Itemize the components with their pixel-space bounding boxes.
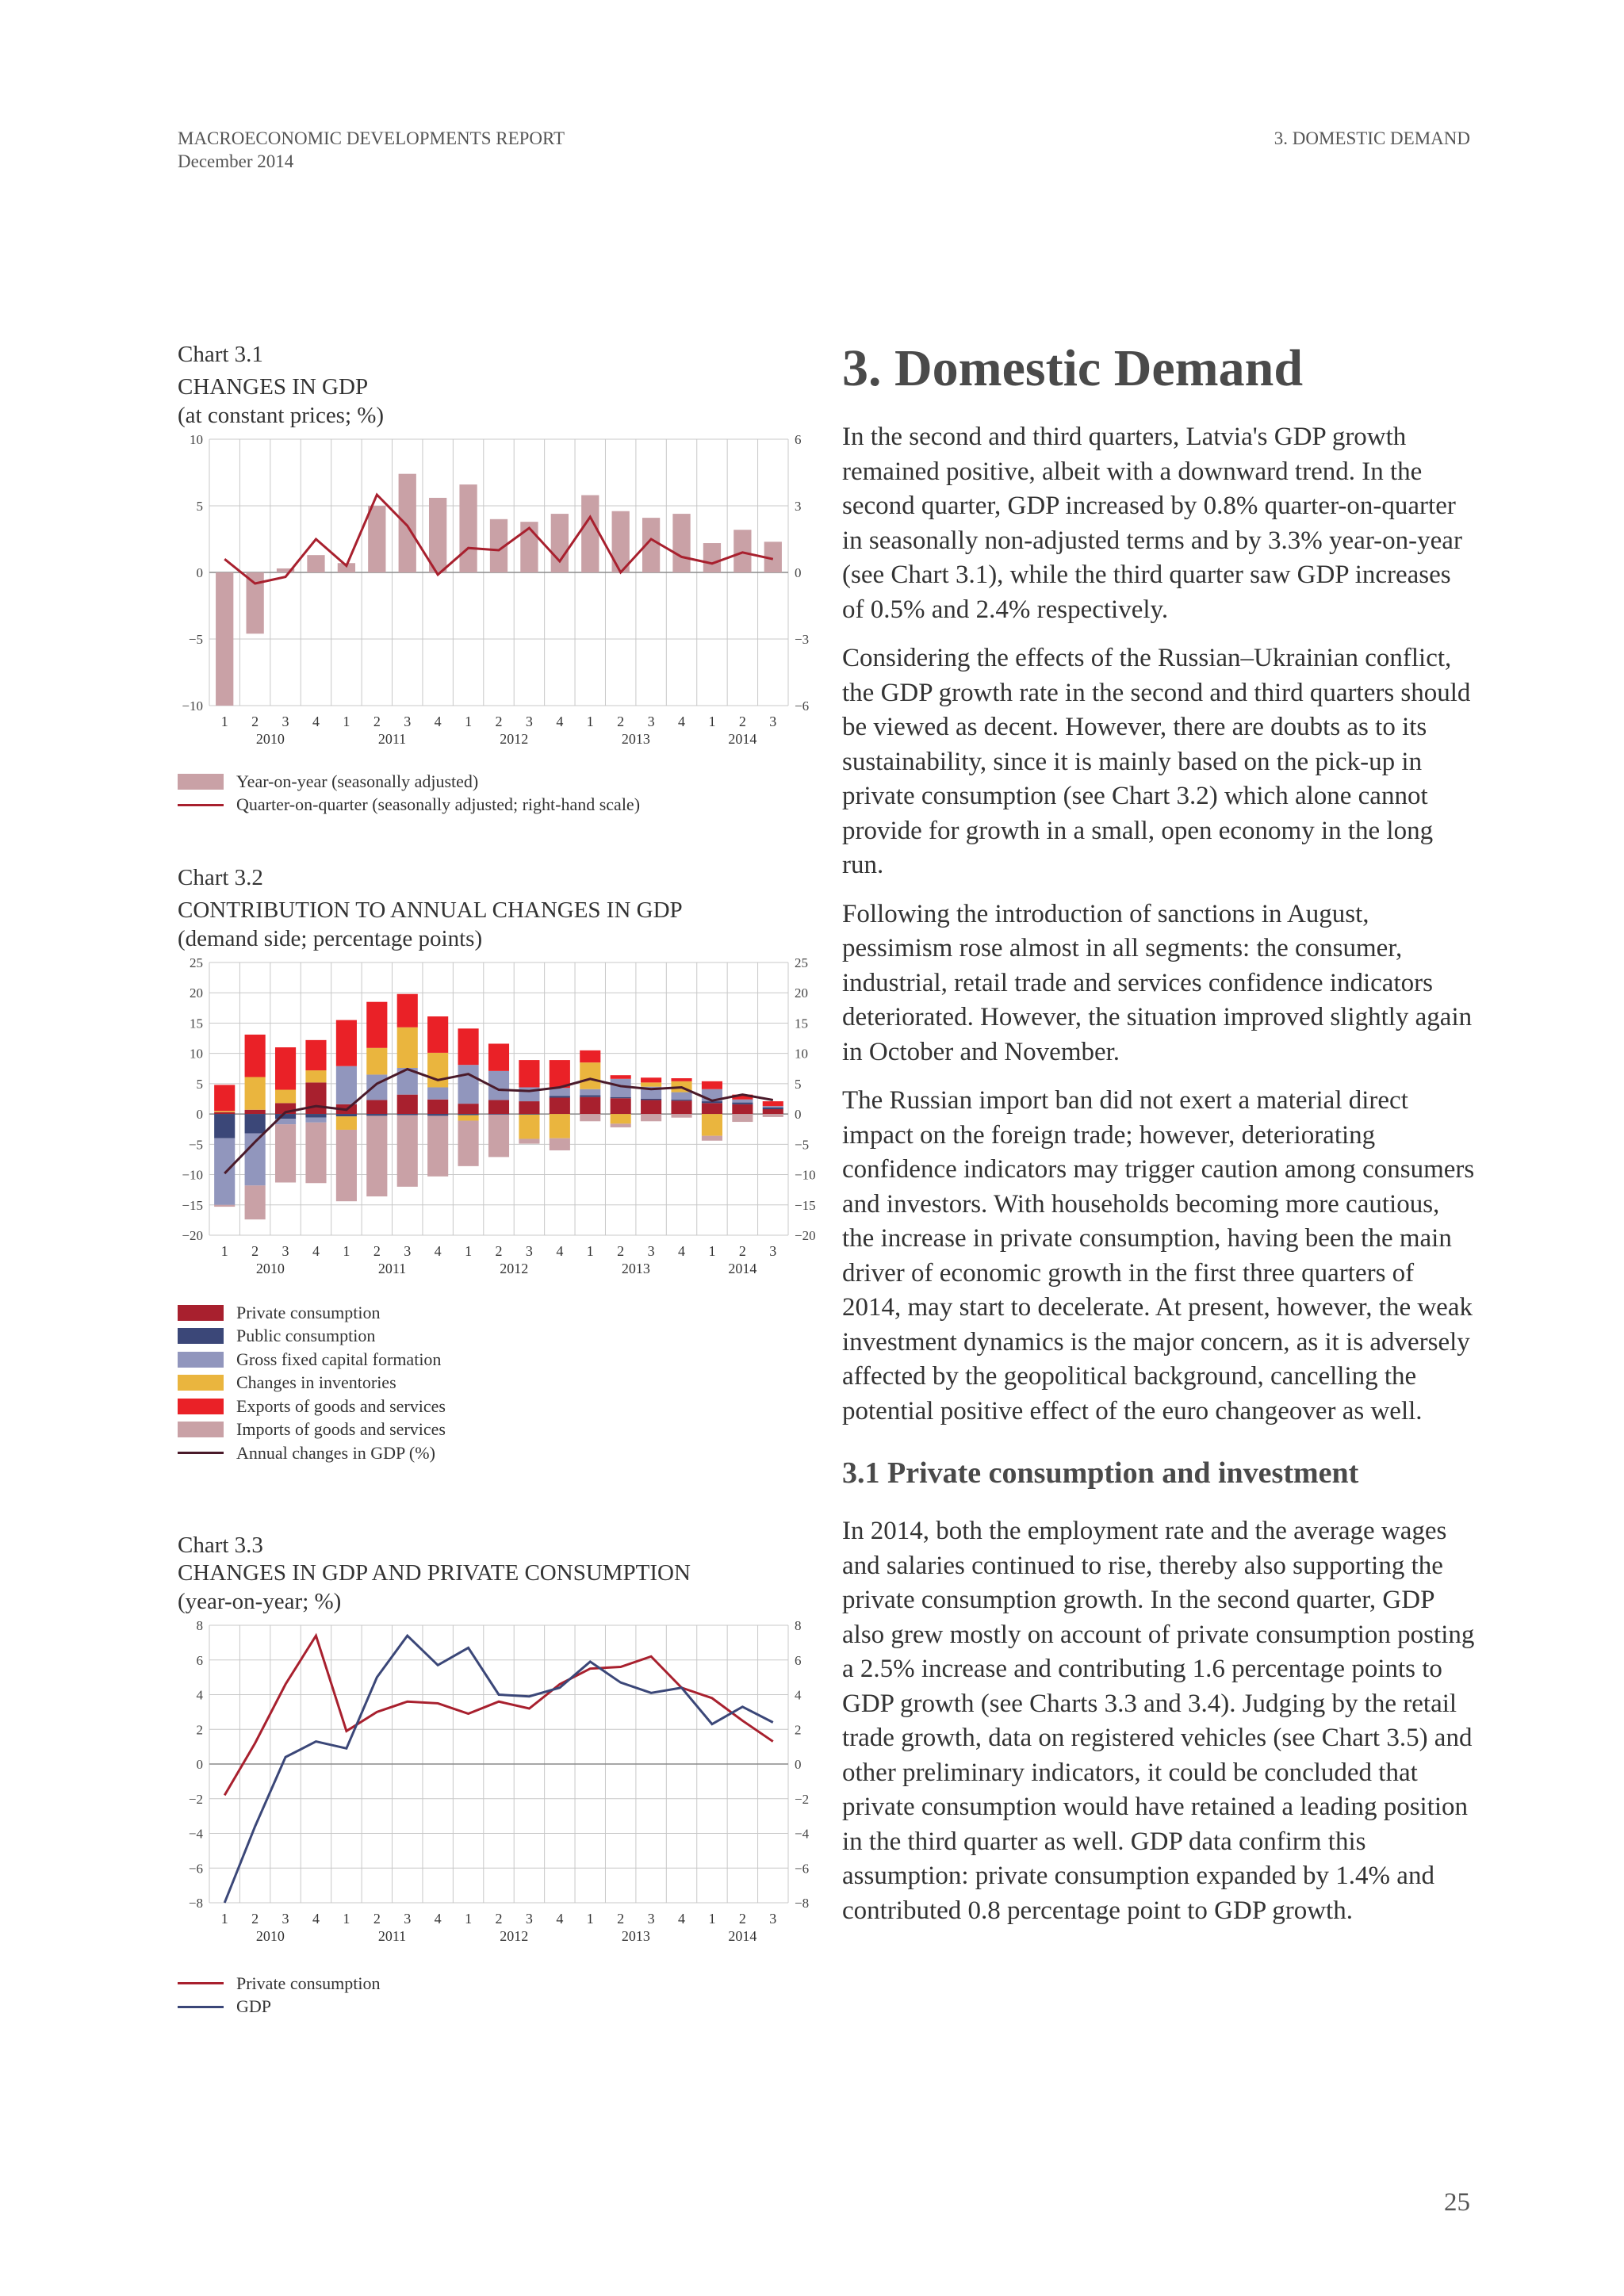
y-tick-label-right: 5 bbox=[795, 1076, 802, 1092]
y-tick-label: −8 bbox=[188, 1896, 203, 1911]
paragraph: Considering the effects of the Russian–Ukrainian conflict, the GDP growth rate in the second and third quarters should be viewed as decent. However, there are doubts as to its sustainability, since it is mainly based on the pick-up in private consumption (see Chart 3.2) which alone cannot provide for growth in a small, open economy in the long run. bbox=[842, 644, 1471, 879]
bar-inventories bbox=[458, 1115, 479, 1121]
x-tick-label: 4 bbox=[678, 1243, 686, 1259]
legend-label: Imports of goods and services bbox=[236, 1419, 446, 1440]
bar-private-consumption bbox=[763, 1109, 783, 1114]
y-tick-label: −20 bbox=[182, 1228, 203, 1243]
bar-inventories bbox=[336, 1116, 357, 1130]
y-tick-label: −5 bbox=[188, 1137, 203, 1153]
bar-exports bbox=[245, 1035, 266, 1077]
bar-inventories bbox=[366, 1048, 387, 1075]
bar-private-consumption bbox=[519, 1101, 539, 1114]
bar-public-consumption bbox=[336, 1114, 357, 1116]
x-tick-label: 2 bbox=[495, 1911, 503, 1927]
x-tick-label: 4 bbox=[556, 1911, 564, 1927]
bar-imports bbox=[214, 1205, 235, 1207]
bar-yoy bbox=[429, 498, 446, 572]
x-tick-label: 2 bbox=[738, 714, 746, 729]
paragraph: The Russian import ban did not exert a material direct impact on the foreign trade; however, deteriorating confidence indicators may trigger caution among consumers and investors. With households becoming more cautious, the increase in private consumption, having been the main driver of economic growth in the first three quarters of 2014, may start to decelerate. At present, however, the weak investment dynamics is the major concern, as it is adversely affected by the geopolitical background, cancelling the potential positive effect of the euro changeover as well. bbox=[842, 1086, 1475, 1425]
bar-imports bbox=[611, 1123, 631, 1127]
bar-public-consumption bbox=[763, 1108, 783, 1109]
y-tick-label-right: −10 bbox=[795, 1167, 816, 1183]
bar-imports bbox=[488, 1115, 509, 1158]
chart-number: Chart 3.3 bbox=[178, 1533, 263, 1558]
y-tick-label: −5 bbox=[188, 632, 203, 647]
paragraph: In 2014, both the employment rate and the average wages and salaries continued to rise, thereby also supporting the private consumption growth. In the second quarter, GDP also grew mostly on account of private consumption posting a 2.5% increase and contributing 1.6 percentage points to GDP growth (see Charts 3.3 and 3.4). Judging by the retail trade growth, data on registered vehicles (see Chart 3.5) and other preliminary indicators, it could be concluded that private consumption would have retained a leading position in the third quarter as well. GDP data confirm this assumption: private consumption expanded by 1.4% and contributed 0.8 percentage point to GDP growth. bbox=[842, 1517, 1475, 1925]
x-year-label: 2013 bbox=[621, 1261, 650, 1276]
y-tick-label-right: −5 bbox=[795, 1137, 810, 1153]
bar-imports bbox=[763, 1114, 783, 1117]
y-tick-label: −10 bbox=[182, 1167, 203, 1183]
legend-item-yoy bbox=[178, 770, 836, 794]
y-tick-label: 5 bbox=[196, 1076, 203, 1092]
x-tick-label: 4 bbox=[434, 1911, 442, 1927]
x-tick-label: 3 bbox=[282, 1911, 289, 1927]
y-tick-label-right: −3 bbox=[795, 632, 810, 647]
legend-label: Year-on-year (seasonally adjusted) bbox=[236, 771, 479, 791]
y-tick-label: −10 bbox=[182, 698, 203, 714]
bar-imports bbox=[550, 1138, 570, 1150]
legend-item-qoq bbox=[178, 794, 836, 817]
bar-private-consumption bbox=[366, 1100, 387, 1115]
paragraph: In the second and third quarters, Latvia's GDP growth remained positive, albeit with a downward trend. In the second quarter, GDP increased by 0.8% quarter-on-quarter in seasonally non-adjusted terms and by 3.3% year-on-year (see Chart 3.1), while the third quarter saw GDP increases of 0.5% and 2.4% respectively. bbox=[842, 423, 1462, 624]
y-tick-label-right: −2 bbox=[795, 1791, 810, 1807]
x-year-label: 2010 bbox=[255, 1261, 285, 1276]
bar-yoy bbox=[672, 514, 690, 572]
x-year-label: 2011 bbox=[377, 1261, 407, 1276]
x-tick-label: 1 bbox=[343, 1243, 350, 1259]
bar-public-consumption bbox=[488, 1114, 509, 1115]
x-tick-label: 2 bbox=[373, 1911, 381, 1927]
bar-imports bbox=[336, 1130, 357, 1201]
x-tick-label: 2 bbox=[251, 1243, 259, 1259]
x-tick-label: 3 bbox=[647, 1243, 655, 1259]
x-tick-label: 3 bbox=[404, 714, 412, 729]
report-date: December 2014 bbox=[178, 151, 294, 171]
legend-label: Gross fixed capital formation bbox=[236, 1349, 442, 1369]
x-tick-label: 3 bbox=[525, 714, 533, 729]
bar-public-consumption bbox=[519, 1114, 539, 1115]
legend-swatch bbox=[178, 1399, 224, 1414]
bar-public-consumption bbox=[397, 1114, 418, 1115]
bar-yoy bbox=[733, 530, 751, 572]
x-year-label: 2011 bbox=[377, 1928, 407, 1944]
x-tick-label: 4 bbox=[312, 1911, 320, 1927]
x-tick-label: 1 bbox=[465, 714, 473, 729]
x-tick-label: 1 bbox=[708, 1911, 716, 1927]
y-tick-label-right: −6 bbox=[795, 1861, 810, 1877]
bar-imports bbox=[458, 1121, 479, 1166]
y-tick-label: −6 bbox=[188, 1861, 203, 1877]
bar-exports bbox=[611, 1075, 631, 1079]
chart-3-1 bbox=[178, 341, 836, 817]
chart-title: CHANGES IN GDP AND PRIVATE CONSUMPTION bbox=[178, 1560, 691, 1586]
x-tick-label: 1 bbox=[220, 714, 228, 729]
bar-private-consumption bbox=[580, 1097, 600, 1114]
legend-item-private bbox=[178, 1301, 836, 1325]
chart-legend bbox=[178, 770, 836, 817]
y-tick-label-right: 15 bbox=[795, 1016, 808, 1031]
x-tick-label: 2 bbox=[617, 714, 625, 729]
x-tick-label: 3 bbox=[404, 1911, 412, 1927]
y-tick-label-right: −4 bbox=[795, 1826, 810, 1842]
chart-legend bbox=[178, 1972, 836, 2019]
legend-item-gdp bbox=[178, 1996, 836, 2019]
bar-exports bbox=[641, 1077, 661, 1082]
legend-swatch bbox=[178, 1328, 224, 1344]
x-tick-label: 3 bbox=[282, 1243, 289, 1259]
page-number: 25 bbox=[1444, 2188, 1470, 2217]
x-year-label: 2012 bbox=[500, 1928, 529, 1944]
bar-yoy bbox=[703, 543, 721, 572]
y-tick-label-right: −20 bbox=[795, 1228, 816, 1243]
bar-exports bbox=[763, 1101, 783, 1106]
bar-imports bbox=[397, 1115, 418, 1187]
bar-exports bbox=[427, 1016, 448, 1053]
x-year-label: 2013 bbox=[621, 731, 650, 747]
report-title: MACROECONOMIC DEVELOPMENTS REPORT bbox=[178, 128, 565, 148]
legend-label: GDP bbox=[236, 1996, 272, 2017]
x-tick-label: 3 bbox=[769, 714, 777, 729]
chart-subtitle: (demand side; percentage points) bbox=[178, 926, 483, 951]
y-tick-label: 15 bbox=[190, 1016, 203, 1031]
bar-exports bbox=[397, 994, 418, 1027]
x-tick-label: 4 bbox=[434, 1243, 442, 1259]
legend-item-inventories bbox=[178, 1372, 836, 1395]
x-tick-label: 2 bbox=[495, 1243, 503, 1259]
bar-inventories bbox=[397, 1027, 418, 1068]
x-tick-label: 1 bbox=[343, 1911, 350, 1927]
bar-yoy bbox=[459, 484, 477, 572]
x-tick-label: 3 bbox=[525, 1243, 533, 1259]
bar-exports bbox=[488, 1043, 509, 1070]
chart-subtitle: (at constant prices; %) bbox=[178, 403, 385, 428]
x-tick-label: 4 bbox=[434, 714, 442, 729]
x-tick-label: 4 bbox=[312, 714, 320, 729]
bar-public-consumption bbox=[214, 1114, 235, 1138]
bar-exports bbox=[702, 1081, 722, 1089]
y-tick-label: 25 bbox=[190, 955, 203, 970]
bar-imports bbox=[732, 1114, 753, 1122]
bar-public-consumption bbox=[580, 1095, 600, 1096]
x-tick-label: 1 bbox=[220, 1911, 228, 1927]
x-tick-label: 3 bbox=[769, 1243, 777, 1259]
bar-yoy bbox=[551, 514, 569, 572]
legend-item-annual bbox=[178, 1441, 836, 1465]
y-tick-label: 20 bbox=[190, 985, 203, 1001]
bar-gfcf bbox=[336, 1066, 357, 1104]
y-tick-label: 6 bbox=[196, 1652, 203, 1668]
x-tick-label: 3 bbox=[647, 1911, 655, 1927]
y-tick-label-right: 0 bbox=[795, 1757, 802, 1772]
chart-3-3-plot bbox=[178, 1616, 836, 1965]
x-year-label: 2014 bbox=[728, 731, 757, 747]
y-tick-label-right: 20 bbox=[795, 985, 808, 1001]
x-tick-label: 2 bbox=[373, 714, 381, 729]
bar-yoy bbox=[399, 474, 416, 572]
x-tick-label: 3 bbox=[647, 714, 655, 729]
x-tick-label: 1 bbox=[586, 714, 594, 729]
bar-exports bbox=[671, 1078, 691, 1081]
bar-private-consumption bbox=[397, 1095, 418, 1114]
bar-public-consumption bbox=[366, 1114, 387, 1115]
y-tick-label-right: 10 bbox=[795, 1046, 808, 1062]
x-tick-label: 2 bbox=[373, 1243, 381, 1259]
bar-yoy bbox=[307, 555, 324, 572]
legend-label: Private consumption bbox=[236, 1973, 381, 1993]
page-title: 3. Domestic Demand bbox=[842, 339, 1304, 397]
main-text-column bbox=[842, 341, 1477, 1942]
x-year-label: 2012 bbox=[500, 1261, 529, 1276]
bar-imports bbox=[427, 1115, 448, 1176]
x-tick-label: 4 bbox=[556, 714, 564, 729]
chart-title: CONTRIBUTION TO ANNUAL CHANGES IN GDP bbox=[178, 897, 683, 923]
y-tick-label-right: 25 bbox=[795, 955, 808, 970]
bar-gfcf bbox=[214, 1138, 235, 1205]
legend-line bbox=[178, 1982, 224, 1984]
x-tick-label: 2 bbox=[617, 1911, 625, 1927]
bar-yoy bbox=[581, 496, 599, 572]
bar-gfcf bbox=[671, 1093, 691, 1100]
bar-private-consumption bbox=[214, 1112, 235, 1114]
legend-item-imports bbox=[178, 1418, 836, 1442]
chart-number: Chart 3.1 bbox=[178, 342, 263, 367]
legend-swatch bbox=[178, 1352, 224, 1368]
chart-3-2 bbox=[178, 864, 836, 1465]
x-year-label: 2010 bbox=[255, 1928, 285, 1944]
y-tick-label-right: 3 bbox=[795, 499, 802, 514]
y-tick-label-right: 8 bbox=[795, 1618, 802, 1633]
bar-private-consumption bbox=[305, 1082, 326, 1114]
y-tick-label-right: 4 bbox=[795, 1687, 802, 1703]
legend-line bbox=[178, 1452, 224, 1454]
bar-public-consumption bbox=[550, 1096, 570, 1097]
x-tick-label: 1 bbox=[343, 714, 350, 729]
x-tick-label: 4 bbox=[678, 714, 686, 729]
chart-title: CHANGES IN GDP bbox=[178, 374, 369, 400]
bar-imports bbox=[641, 1114, 661, 1121]
chart-3-3 bbox=[178, 1532, 836, 2019]
x-tick-label: 1 bbox=[708, 714, 716, 729]
bar-public-consumption bbox=[611, 1097, 631, 1099]
bar-exports bbox=[519, 1060, 539, 1087]
bar-exports bbox=[305, 1040, 326, 1070]
legend-line bbox=[178, 2006, 224, 2008]
bar-private-consumption bbox=[458, 1104, 479, 1114]
legend-label: Private consumption bbox=[236, 1302, 381, 1322]
chart-subtitle: (year-on-year; %) bbox=[178, 1589, 342, 1614]
x-tick-label: 2 bbox=[738, 1243, 746, 1259]
x-year-label: 2014 bbox=[728, 1261, 757, 1276]
x-tick-label: 2 bbox=[495, 714, 503, 729]
y-tick-label: 0 bbox=[196, 1757, 203, 1772]
bar-private-consumption bbox=[732, 1104, 753, 1114]
x-tick-label: 1 bbox=[586, 1243, 594, 1259]
bar-inventories bbox=[641, 1082, 661, 1086]
chart-3-2-plot bbox=[178, 953, 836, 1294]
legend-item-public bbox=[178, 1325, 836, 1349]
chart-3-1-plot bbox=[178, 430, 836, 763]
y-tick-label: 0 bbox=[196, 565, 203, 580]
legend-swatch bbox=[178, 1375, 224, 1391]
bar-imports bbox=[671, 1114, 691, 1118]
bar-private-consumption bbox=[702, 1103, 722, 1114]
bar-inventories bbox=[519, 1115, 539, 1139]
y-tick-label-right: 2 bbox=[795, 1722, 802, 1738]
bar-inventories bbox=[275, 1090, 296, 1104]
legend-swatch bbox=[178, 774, 224, 790]
x-tick-label: 3 bbox=[525, 1911, 533, 1927]
bar-inventories bbox=[580, 1062, 600, 1089]
bar-public-consumption bbox=[641, 1099, 661, 1100]
bar-private-consumption bbox=[488, 1100, 509, 1115]
bar-public-consumption bbox=[305, 1114, 326, 1118]
legend-line bbox=[178, 804, 224, 806]
bar-imports bbox=[245, 1185, 266, 1219]
legend-label: Public consumption bbox=[236, 1326, 376, 1346]
y-tick-label: 8 bbox=[196, 1618, 203, 1633]
bar-imports bbox=[366, 1115, 387, 1196]
bar-inventories bbox=[427, 1053, 448, 1088]
legend-label: Exports of goods and services bbox=[236, 1395, 446, 1416]
bar-exports bbox=[275, 1047, 296, 1090]
chart-number: Chart 3.2 bbox=[178, 865, 263, 890]
y-tick-label: 0 bbox=[196, 1107, 203, 1123]
legend-label: Quarter-on-quarter (seasonally adjusted; right-hand scale) bbox=[236, 794, 641, 815]
y-tick-label: −2 bbox=[188, 1791, 203, 1807]
bar-exports bbox=[580, 1050, 600, 1062]
bar-public-consumption bbox=[458, 1114, 479, 1115]
y-tick-label: 4 bbox=[196, 1687, 203, 1703]
y-tick-label-right: −8 bbox=[795, 1896, 810, 1911]
bar-public-consumption bbox=[245, 1114, 266, 1133]
bar-yoy bbox=[216, 572, 233, 706]
x-year-label: 2011 bbox=[377, 731, 407, 747]
paragraph: Following the introduction of sanctions in August, pessimism rose almost in all segments: the consumer, industrial, retail trade and services confidence indicators deteriorated. However, the situation improved slightly again in October and November. bbox=[842, 899, 1473, 1066]
bar-private-consumption bbox=[611, 1098, 631, 1114]
bar-private-consumption bbox=[427, 1100, 448, 1114]
y-tick-label: 2 bbox=[196, 1722, 203, 1738]
x-tick-label: 2 bbox=[251, 714, 259, 729]
legend-label: Annual changes in GDP (%) bbox=[236, 1442, 435, 1463]
x-tick-label: 3 bbox=[404, 1243, 412, 1259]
section-title: 3.1 Private consumption and investment bbox=[842, 1456, 1359, 1490]
section-header: 3. DOMESTIC DEMAND bbox=[1274, 128, 1470, 148]
x-tick-label: 1 bbox=[586, 1911, 594, 1927]
bar-exports bbox=[458, 1028, 479, 1065]
x-tick-label: 1 bbox=[220, 1243, 228, 1259]
x-year-label: 2010 bbox=[255, 731, 285, 747]
bar-public-consumption bbox=[427, 1114, 448, 1115]
x-tick-label: 4 bbox=[556, 1243, 564, 1259]
x-tick-label: 4 bbox=[312, 1243, 320, 1259]
bar-imports bbox=[519, 1138, 539, 1143]
bar-private-consumption bbox=[550, 1097, 570, 1114]
y-tick-label-right: −6 bbox=[795, 698, 810, 714]
bar-gfcf bbox=[763, 1106, 783, 1108]
y-tick-label-right: −15 bbox=[795, 1197, 816, 1213]
running-header bbox=[178, 127, 565, 173]
y-tick-label: 10 bbox=[190, 1046, 203, 1062]
x-tick-label: 2 bbox=[738, 1911, 746, 1927]
legend-swatch bbox=[178, 1305, 224, 1321]
bar-imports bbox=[305, 1123, 326, 1183]
x-tick-label: 3 bbox=[282, 714, 289, 729]
bar-gfcf bbox=[580, 1089, 600, 1096]
x-year-label: 2014 bbox=[728, 1928, 757, 1944]
y-tick-label-right: 6 bbox=[795, 1652, 802, 1668]
x-year-label: 2012 bbox=[500, 731, 529, 747]
y-tick-label: 10 bbox=[190, 432, 203, 447]
y-tick-label-right: 6 bbox=[795, 432, 802, 447]
line-gdp bbox=[224, 1636, 773, 1903]
bar-gfcf bbox=[366, 1074, 387, 1100]
x-year-label: 2013 bbox=[621, 1928, 650, 1944]
legend-item-private-consumption bbox=[178, 1972, 836, 1996]
bar-imports bbox=[702, 1136, 722, 1141]
bar-imports bbox=[580, 1114, 600, 1121]
bar-yoy bbox=[368, 506, 385, 572]
x-tick-label: 2 bbox=[617, 1243, 625, 1259]
y-tick-label-right: 0 bbox=[795, 1107, 802, 1123]
bar-imports bbox=[275, 1124, 296, 1182]
bar-exports bbox=[214, 1085, 235, 1111]
bar-inventories bbox=[245, 1077, 266, 1109]
bar-public-consumption bbox=[732, 1103, 753, 1104]
x-tick-label: 1 bbox=[465, 1243, 473, 1259]
bar-gfcf bbox=[305, 1118, 326, 1123]
bar-exports bbox=[550, 1060, 570, 1088]
x-tick-label: 2 bbox=[251, 1911, 259, 1927]
legend-item-gfcf bbox=[178, 1348, 836, 1372]
bar-private-consumption bbox=[245, 1110, 266, 1114]
bar-inventories bbox=[305, 1070, 326, 1082]
bar-gfcf bbox=[427, 1087, 448, 1099]
chart-legend bbox=[178, 1301, 836, 1465]
bar-private-consumption bbox=[641, 1100, 661, 1115]
bar-inventories bbox=[611, 1114, 631, 1123]
bar-inventories bbox=[550, 1114, 570, 1138]
x-tick-label: 1 bbox=[708, 1243, 716, 1259]
y-tick-label: −15 bbox=[182, 1197, 203, 1213]
bar-public-consumption bbox=[671, 1100, 691, 1101]
bar-gfcf bbox=[458, 1065, 479, 1104]
y-tick-label: −4 bbox=[188, 1826, 203, 1842]
y-tick-label: 5 bbox=[196, 499, 203, 514]
bar-inventories bbox=[214, 1111, 235, 1112]
y-tick-label-right: 0 bbox=[795, 565, 802, 580]
legend-item-exports bbox=[178, 1395, 836, 1418]
bar-exports bbox=[336, 1020, 357, 1066]
legend-label: Changes in inventories bbox=[236, 1372, 396, 1393]
bar-inventories bbox=[702, 1114, 722, 1136]
x-tick-label: 4 bbox=[678, 1911, 686, 1927]
bar-private-consumption bbox=[671, 1100, 691, 1114]
x-tick-label: 1 bbox=[465, 1911, 473, 1927]
legend-swatch bbox=[178, 1422, 224, 1437]
bar-exports bbox=[366, 1002, 387, 1048]
x-tick-label: 3 bbox=[769, 1911, 777, 1927]
bar-gfcf bbox=[732, 1100, 753, 1103]
